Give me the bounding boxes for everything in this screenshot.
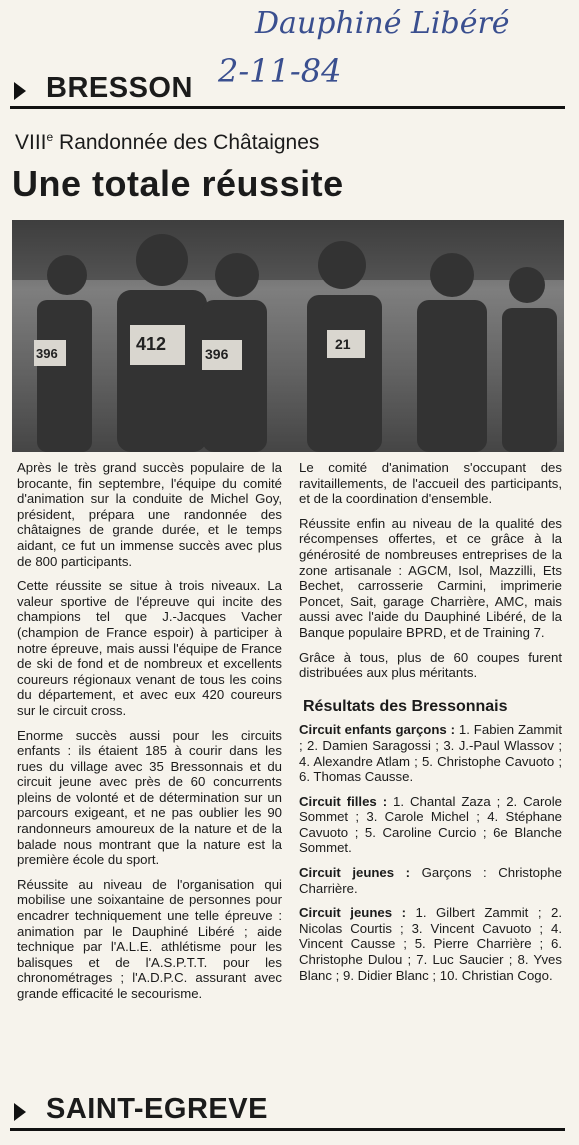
result-item: Circuit jeunes : 1. Gilbert Zammit ; 2. Nicolas Courtis ; 3. Vincent Cavuoto ; 4. Vincent Causse ; 5. Pierre Charrière ; 6. Christophe Dulou ; 7. Luc Saucier ; 8. Yves Blanc ; 9. Didier Blanc ; 10. Christian Cogo. <box>299 905 562 983</box>
paragraph: Le comité d'animation s'occupant des ravitaillements, de l'accueil des participants, et de la coordination d'ensemble. <box>299 460 562 507</box>
paragraph: Cette réussite se situe à trois niveaux. La valeur sportive de l'épreuve qui incite des champions tel que J.-Jacques Vacher (champion de France espoir) à participer à notre épreuve, mais aussi l'équipe de France de ski de fond et de nombreux et excellents coureurs régionaux venant de tous les coins du département, et avec eux 420 coureurs sur le circuit cross. <box>17 578 282 718</box>
section-arrow-icon <box>14 1103 26 1121</box>
divider-top <box>10 106 565 109</box>
handwritten-date: 2-11-84 <box>218 52 342 90</box>
result-item: Circuit filles : 1. Chantal Zaza ; 2. Carole Sommet ; 3. Carole Michel ; 4. Stéphane Cavuoto ; 5. Caroline Curcio ; 6e Blanche Sommet. <box>299 793 562 856</box>
results-heading: Résultats des Bressonnais <box>303 697 508 715</box>
bib-number: 412 <box>136 334 167 354</box>
article-column-right <box>299 460 562 992</box>
bib-number: 396 <box>36 346 58 361</box>
runners-illustration <box>12 220 564 452</box>
paragraph: Enorme succès aussi pour les circuits enfants : ils étaient 185 à courir dans les rues du village avec 35 Bressonnais et du circuit jeune avec près de 60 concurrents pleins de volonté et de détermination sur un parcours exigeant, et ne pas oublier les 90 randonneurs amoureux de la nature et de la balade nous montrant que la nature est la première école du sport. <box>17 727 282 868</box>
subhead: VIIIe Randonnée des Châtaignes <box>15 130 320 154</box>
race-photo <box>12 220 564 452</box>
handwritten-source: Dauphiné Libéré <box>255 6 510 41</box>
headline: Une totale réussite <box>12 163 344 204</box>
bib-number: 21 <box>335 336 351 352</box>
article-column-left <box>17 460 282 1011</box>
result-item: Circuit enfants garçons : 1. Fabien Zammit ; 2. Damien Saragossi ; 3. J.-Paul Wlassov ; 4. Alexandre Atlam ; 5. Christophe Cavuoto ; 6. Thomas Causse. <box>299 722 562 785</box>
bib-number: 396 <box>205 346 229 362</box>
paragraph: Grâce à tous, plus de 60 coupes furent distribuées aux plus méritants. <box>299 649 562 681</box>
divider-bottom <box>10 1128 565 1131</box>
paragraph: Réussite au niveau de l'organisation qui mobilise une soixantaine de personnes pour encadrer techniquement une telle épreuve : animation par le Dauphiné Libéré ; aide technique par l'A.L.E. athlétisme pour les balisques et de l'A.S.P.T.T. pour les chronométrages ; l'A.D.P.C. assurant avec grande efficacité le secourisme. <box>17 876 282 1001</box>
paragraph: Réussite enfin au niveau de la qualité des récompenses offertes, et ce grâce à la générosité de nombreuses entreprises de la zone artisanale : AGCM, Isol, Mazzilli, Ets Bechet, carrosserie Carmini, imprimerie Poncet, Sait, garage Charrière, AMC, mais aussi avec l'aide du Dauphiné Libéré, de la Banque populaire BPRD, et de Training 7. <box>299 515 562 640</box>
section-title-top: BRESSON <box>46 72 193 104</box>
section-title-bottom: SAINT-EGREVE <box>46 1093 268 1125</box>
section-arrow-icon <box>14 82 26 100</box>
paragraph: Après le très grand succès populaire de la brocante, fin septembre, l'équipe du comité d'animation sur la conduite de Michel Goy, président, prépara une randonnée des châtaignes de grande durée, et le temps aidant, ce fut un immense succès avec plus de 800 participants. <box>17 460 282 569</box>
result-item: Circuit jeunes : Garçons : Christophe Charrière. <box>299 865 562 896</box>
